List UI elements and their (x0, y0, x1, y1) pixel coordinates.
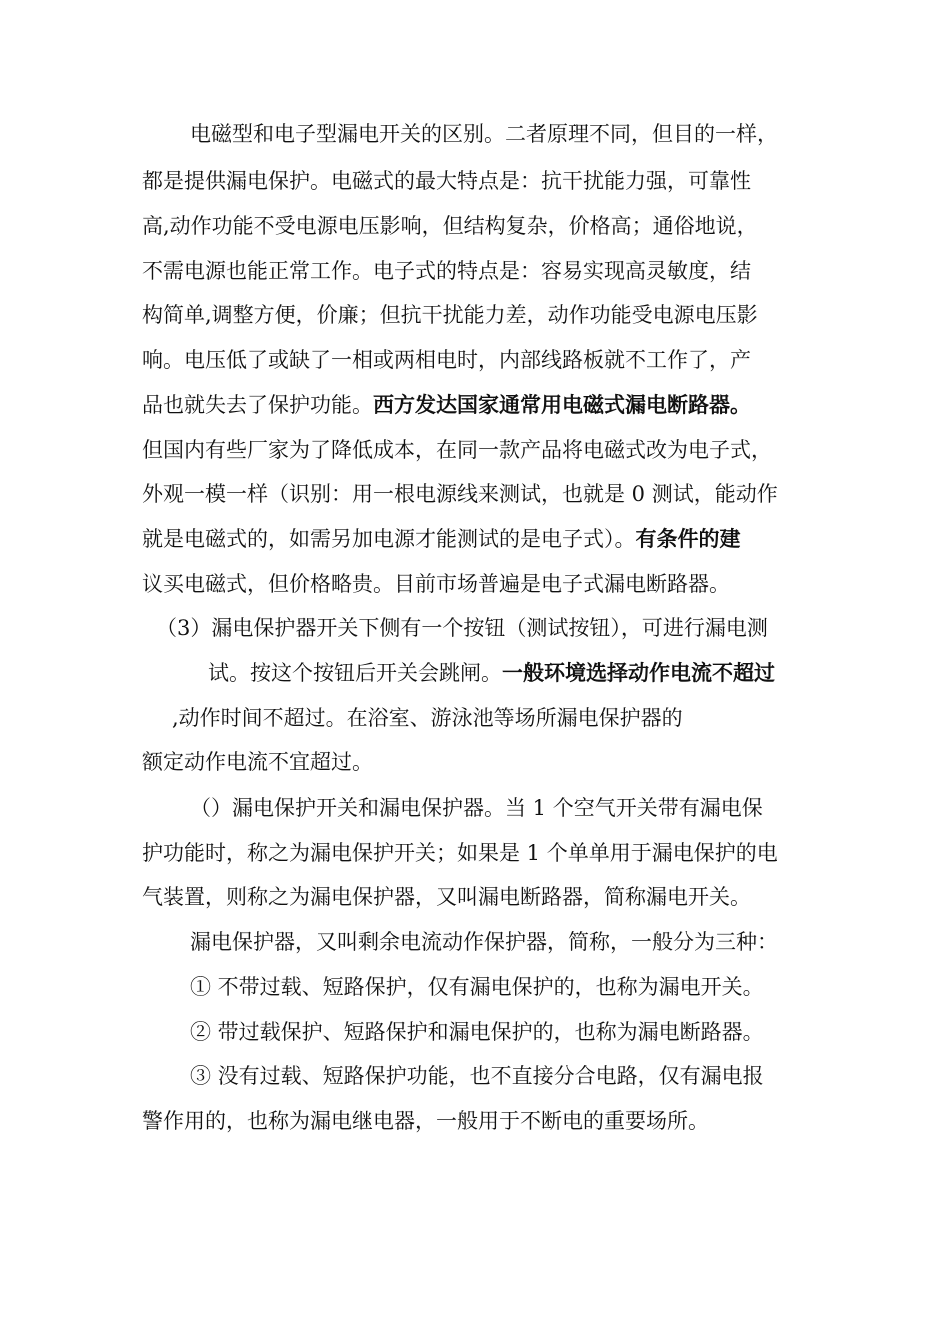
paragraph-3-line-3: 气装置，则称之为漏电保护器，又叫漏电断路器，简称漏电开关。 (142, 885, 751, 909)
paragraph-2-line-3: ,动作时间不超过。在浴室、游泳池等场所漏电保护器的 (172, 706, 683, 730)
list-item-2: ② 带过载保护、短路保护和漏电保护的，也称为漏电断路器。 (190, 1020, 764, 1044)
paragraph-1-line-3: 高,动作功能不受电源电压影响，但结构复杂，价格高；通俗地说， (142, 214, 758, 238)
paragraph-2-line-2-bold: 一般环境选择动作电流不超过 (502, 660, 775, 685)
paragraph-3-line-2: 护功能时，称之为漏电保护开关；如果是 1 个单单用于漏电保护的电 (142, 841, 778, 865)
paragraph-2-line-2-text: 试。按这个按钮后开关会跳闸。 (208, 661, 502, 685)
list-item-1: ① 不带过载、短路保护，仅有漏电保护的，也称为漏电开关。 (190, 975, 764, 999)
paragraph-1-line-10-bold: 有条件的建 (635, 526, 741, 551)
paragraph-2-line-2 (208, 659, 775, 687)
list-item-3-line-2: 警作用的，也称为漏电继电器，一般用于不断电的重要场所。 (142, 1109, 709, 1133)
paragraph-1-line-9: 外观一模一样（识别：用一根电源线来测试，也就是 0 测试，能动作 (142, 482, 778, 506)
paragraph-2-line-4: 额定动作电流不宜超过。 (142, 750, 373, 774)
paragraph-1-line-4: 不需电源也能正常工作。电子式的特点是：容易实现高灵敏度，结 (142, 259, 751, 283)
paragraph-1-line-7 (142, 391, 751, 419)
paragraph-2-line-1: （3）漏电保护器开关下侧有一个按钮（测试按钮），可进行漏电测 (156, 616, 768, 640)
paragraph-1-line-5: 构简单,调整方便，价廉；但抗干扰能力差，动作功能受电源电压影 (142, 303, 758, 327)
paragraph-1-line-10-text: 就是电磁式的，如需另加电源才能测试的是电子式）。 (142, 527, 636, 551)
paragraph-1-line-7-bold: 西方发达国家通常用电磁式漏电断路器。 (373, 392, 751, 417)
paragraph-1-line-2: 都是提供漏电保护。电磁式的最大特点是：抗干扰能力强，可靠性 (142, 169, 751, 193)
list-item-3-line-1: ③ 没有过载、短路保护功能，也不直接分合电路，仅有漏电报 (190, 1064, 764, 1088)
paragraph-1-line-1: 电磁型和电子型漏电开关的区别。二者原理不同，但目的一样， (190, 122, 778, 146)
paragraph-1-line-10 (142, 525, 741, 553)
paragraph-1-line-6: 响。电压低了或缺了一相或两相电时，内部线路板就不工作了，产 (142, 348, 751, 372)
paragraph-1-line-11: 议买电磁式，但价格略贵。目前市场普遍是电子式漏电断路器。 (142, 572, 730, 596)
paragraph-4-line-1: 漏电保护器，又叫剩余电流动作保护器，简称，一般分为三种： (190, 930, 778, 954)
paragraph-1-line-7-text: 品也就失去了保护功能。 (142, 393, 373, 417)
paragraph-1-line-8: 但国内有些厂家为了降低成本，在同一款产品将电磁式改为电子式， (142, 438, 772, 462)
paragraph-3-line-1: （）漏电保护开关和漏电保护器。当 1 个空气开关带有漏电保 (190, 796, 763, 820)
